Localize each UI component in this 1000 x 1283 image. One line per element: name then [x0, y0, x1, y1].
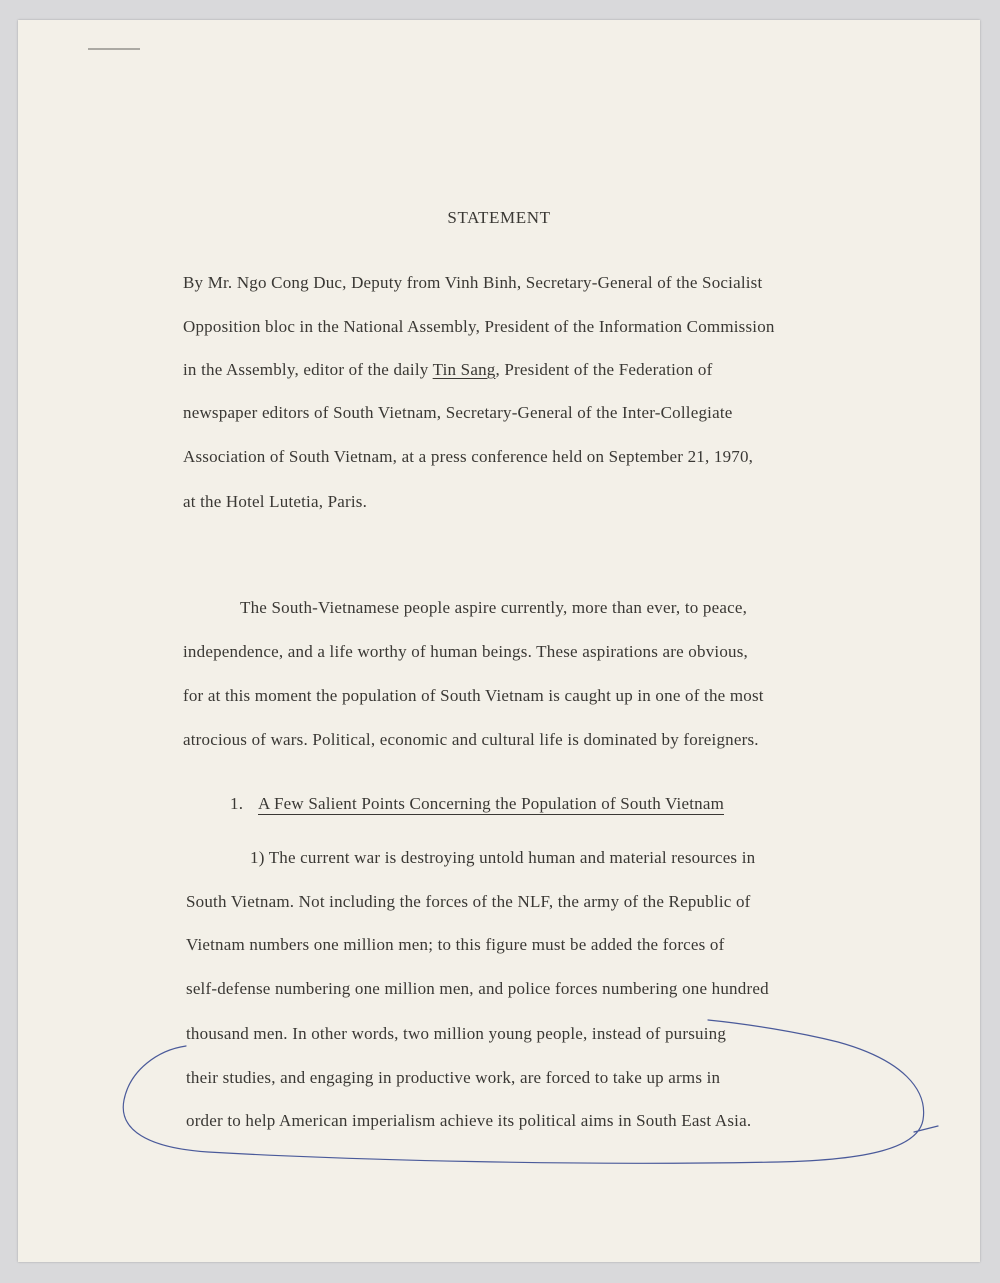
intro-line-4: newspaper editors of South Vietnam, Secretary-General of the Inter-Collegiate — [183, 403, 733, 422]
intro-line-5: Association of South Vietnam, at a press conference held on September 21, 1970, — [183, 447, 754, 466]
section-heading: A Few Salient Points Concerning the Population of South Vietnam — [258, 794, 724, 813]
document-page — [18, 20, 980, 1262]
intro-line-3-start: in the Assembly, editor of the daily — [183, 360, 433, 379]
intro-line-3-end: , President of the Federation of — [495, 360, 713, 379]
point1-line-2: South Vietnam. Not including the forces of the NLF, the army of the Republic of — [186, 892, 751, 911]
paragraph1-line-2: independence, and a life worthy of human beings. These aspirations are obvious, — [183, 642, 748, 661]
intro-line-6: at the Hotel Lutetia, Paris. — [183, 492, 368, 511]
paragraph1-line-4: atrocious of wars. Political, economic and cultural life is dominated by foreigners. — [183, 730, 759, 749]
intro-line-3 — [183, 360, 712, 380]
intro-line-2: Opposition bloc in the National Assembly, President of the Information Commission — [183, 317, 775, 336]
scan-mark — [88, 48, 140, 50]
paragraph1-line-1: The South-Vietnamese people aspire currently, more than ever, to peace, — [240, 598, 748, 617]
point1-line-3: Vietnam numbers one million men; to this figure must be added the forces of — [186, 935, 725, 954]
point1-line-5: thousand men. In other words, two million young people, instead of pursuing — [186, 1024, 727, 1043]
newspaper-name: Tin Sang — [432, 360, 496, 379]
point1-line-4: self-defense numbering one million men, and police forces numbering one hundred — [186, 979, 769, 998]
section-number: 1. — [230, 794, 244, 813]
point1-line-1: 1) The current war is destroying untold human and material resources in — [250, 848, 756, 867]
paragraph1-line-3: for at this moment the population of South Vietnam is caught up in one of the most — [183, 686, 764, 705]
point1-line-7: order to help American imperialism achieve its political aims in South East Asia. — [186, 1111, 752, 1130]
document-title: STATEMENT — [447, 208, 551, 227]
point1-line-6: their studies, and engaging in productive work, are forced to take up arms in — [186, 1068, 721, 1087]
intro-line-1: By Mr. Ngo Cong Duc, Deputy from Vinh Binh, Secretary-General of the Socialist — [183, 273, 763, 292]
